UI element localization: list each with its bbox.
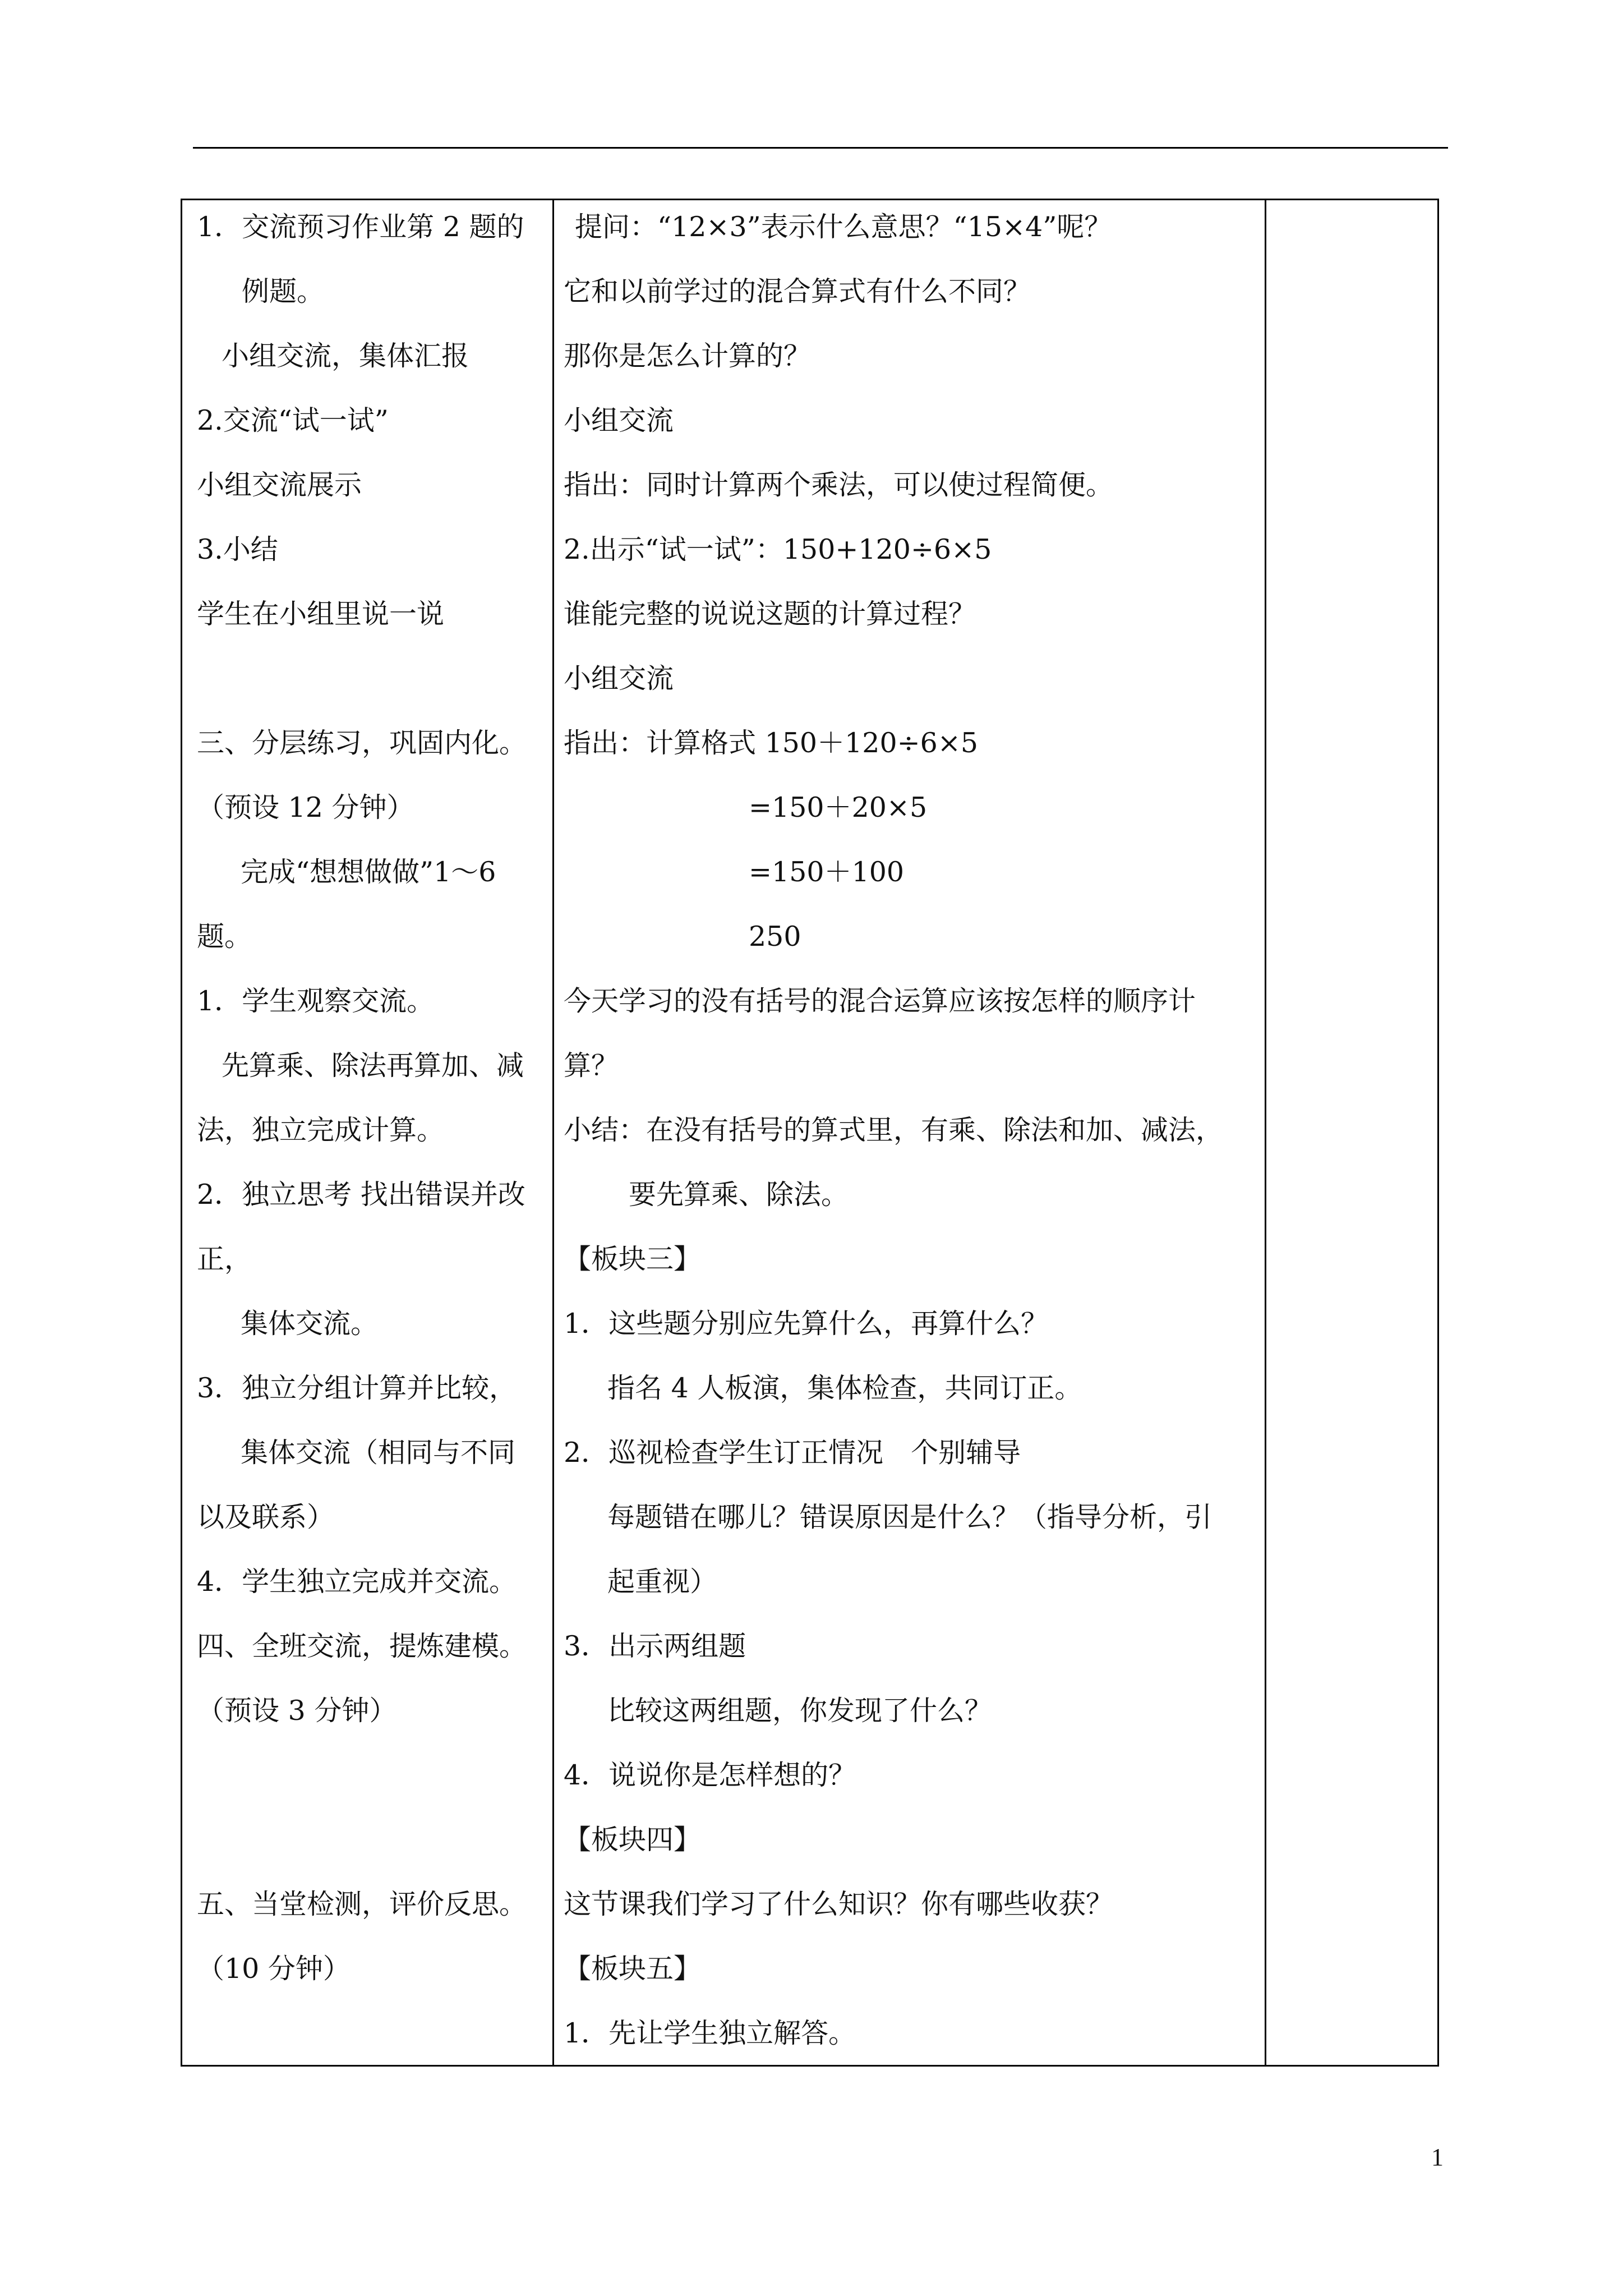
- mid-line: 提问：“12×3”表示什么意思？“15×4”呢？: [575, 211, 1112, 243]
- mid-line: 指名 4 人板演，集体检查，共同订正。: [607, 1372, 1082, 1404]
- left-line: 3.小结: [197, 533, 278, 565]
- mid-line: 指出：计算格式 150＋120÷6×5: [564, 727, 979, 759]
- left-line: 2.交流“试一试”: [197, 404, 389, 436]
- left-line: （预设 3 分钟）: [197, 1695, 397, 1727]
- left-line: 完成“想想做做”1～6: [241, 856, 496, 888]
- mid-line: =150＋100: [749, 856, 905, 888]
- left-line: 3．独立分组计算并比较，: [197, 1372, 517, 1404]
- mid-line: 比较这两组题，你发现了什么？: [607, 1695, 993, 1727]
- mid-line: 起重视）: [607, 1566, 718, 1598]
- left-line: （10 分钟）: [197, 1953, 351, 1985]
- mid-line: =150＋20×5: [749, 792, 928, 823]
- left-line: （预设 12 分钟）: [197, 792, 414, 823]
- mid-line: 那你是怎么计算的？: [564, 340, 811, 372]
- left-line: 1．学生观察交流。: [197, 985, 435, 1017]
- left-line: 小组交流展示: [197, 469, 362, 501]
- left-line: 集体交流（相同与不同: [241, 1437, 516, 1469]
- lesson-plan-table: [181, 199, 1439, 2067]
- left-line: 题。: [197, 921, 252, 953]
- mid-line: 小组交流: [564, 404, 674, 436]
- mid-line: 【板块三】: [564, 1243, 702, 1275]
- page-number: 1: [1431, 2143, 1444, 2171]
- mid-line: 1．先让学生独立解答。: [564, 2017, 856, 2049]
- left-line: 1．交流预习作业第 2 题的: [197, 211, 524, 243]
- mid-line: 2.出示“试一试”：150+120÷6×5: [564, 533, 992, 565]
- mid-line: 小结：在没有括号的算式里，有乘、除法和加、减法，: [564, 1114, 1224, 1146]
- left-line: 先算乘、除法再算加、减: [222, 1050, 524, 1082]
- left-line: 五、当堂检测，评价反思。: [197, 1888, 527, 1920]
- mid-line: 指出：同时计算两个乘法，可以使过程简便。: [564, 469, 1114, 501]
- mid-line: 它和以前学过的混合算式有什么不同？: [564, 275, 1031, 307]
- header-rule: [193, 147, 1448, 149]
- column-divider-1: [552, 200, 554, 2065]
- mid-line: 小组交流: [564, 662, 674, 694]
- mid-line: 4．说说你是怎样想的？: [564, 1759, 856, 1791]
- left-line: 4．学生独立完成并交流。: [197, 1566, 517, 1598]
- mid-line: 1．这些题分别应先算什么，再算什么？: [564, 1308, 1049, 1340]
- left-line: 2．独立思考 找出错误并改: [197, 1179, 525, 1211]
- left-line: 学生在小组里说一说: [197, 598, 445, 630]
- mid-line: 250: [749, 921, 801, 953]
- left-line: 三、分层练习，巩固内化。: [197, 727, 527, 759]
- mid-line: 谁能完整的说说这题的计算过程？: [564, 598, 976, 630]
- mid-line: 今天学习的没有括号的混合运算应该按怎样的顺序计: [564, 985, 1196, 1017]
- column-divider-2: [1265, 200, 1266, 2065]
- mid-line: 【板块四】: [564, 1824, 702, 1856]
- left-line: 法，独立完成计算。: [197, 1114, 445, 1146]
- left-line: 集体交流。: [241, 1308, 379, 1340]
- mid-line: 要先算乘、除法。: [629, 1179, 849, 1211]
- mid-line: 算？: [564, 1050, 619, 1082]
- left-line: 小组交流，集体汇报: [222, 340, 469, 372]
- left-line: 例题。: [242, 275, 325, 307]
- mid-line: 每题错在哪儿？错误原因是什么？（指导分析，引: [607, 1501, 1212, 1533]
- mid-line: 【板块五】: [564, 1953, 702, 1985]
- left-line: 以及联系）: [197, 1501, 335, 1533]
- left-line: 正，: [197, 1243, 252, 1275]
- mid-line: 3．出示两组题: [564, 1630, 746, 1662]
- mid-line: 2．巡视检查学生订正情况 个别辅导: [564, 1437, 1021, 1469]
- left-line: 四、全班交流，提炼建模。: [197, 1630, 527, 1662]
- mid-line: 这节课我们学习了什么知识？你有哪些收获？: [564, 1888, 1114, 1920]
